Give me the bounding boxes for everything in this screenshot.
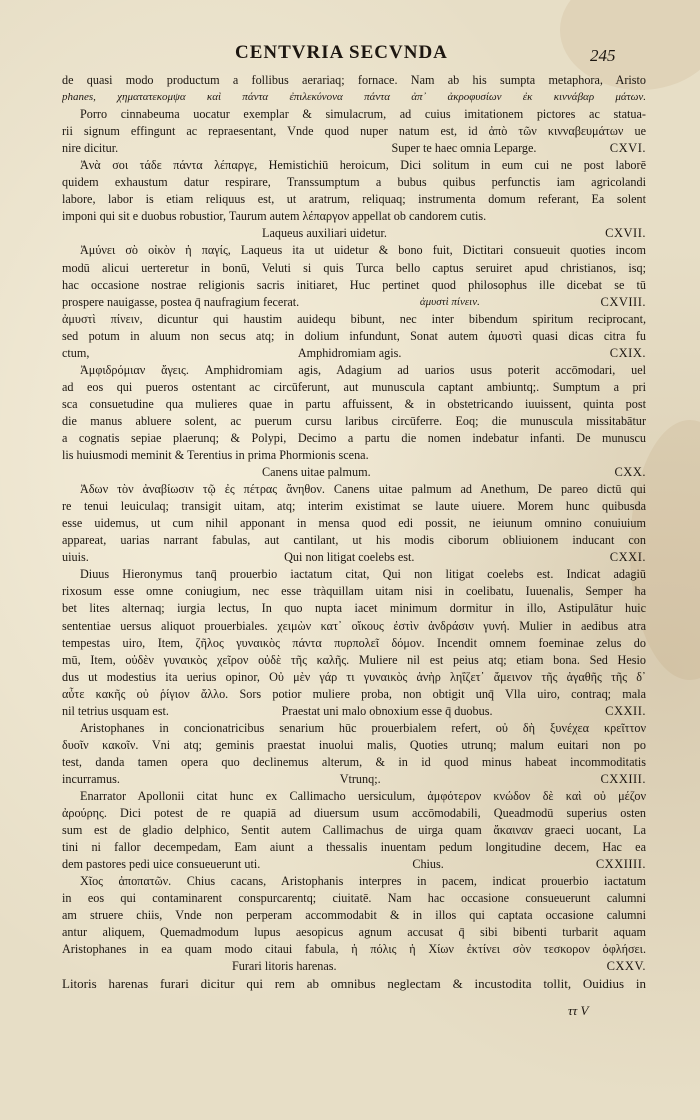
lemma-line xyxy=(62,294,646,311)
text-line: re tenui leuiculaq; transigit uitam, atq; interim existimat se laute uiuere. Morem hunc quibusda xyxy=(62,499,646,514)
lemma-title: Laqueus auxiliari uidetur. xyxy=(262,226,387,241)
text-line: in eos qui contaminarent conspurcarentq; ciuitatē. Nam hac occasione consueuerunt calumni xyxy=(62,891,646,906)
text-line: Diuus Hieronymus tanq̄ prouerbio iactatum citat, Qui non litigat coelebs est. Indicat adagiū xyxy=(80,567,646,582)
adage-number: CXVIII. xyxy=(600,294,646,309)
lemma-title: Chius. xyxy=(412,857,444,872)
text-line: rixosum esse omne coniugium, nec esse tràquillam uitam nisi in coelibatu, Iuuenalis, Semper ha xyxy=(62,584,646,599)
text-line: a cognatis sepiae plaerunq; & Polypi, Decimo a partu die nomen indebatur infanti. De munuscu xyxy=(62,430,646,445)
text-line: Χῖος ἀποπατῶν. Chius cacans, Aristophanis interpres in pacem, indicat prouerbio iactatum xyxy=(80,874,646,889)
text-line: tini ni fallor decempedam, Eam aiunt a thessalis inuentam pedum longitudine decem, Hac ea xyxy=(62,840,646,855)
folio-number: 245 xyxy=(590,46,616,65)
lemma-line xyxy=(62,140,646,157)
text-line: die manus abluere solent, ac puerum cursu laribus circūferre. Eoq; die munuscula missitabātur xyxy=(62,413,646,428)
text-line: Ἀμφιδρόμιαν ἄγεις. Amphidromiam agis, Adagium ad uarios usus poterit accōmodari, uel xyxy=(80,362,646,377)
text-line: Porro cinnabeuma uocatur exemplar & simulacrum, ad cuius imitationem pictores ac statua- xyxy=(80,107,646,122)
body-text xyxy=(62,72,646,993)
text-line: nire dicitur. xyxy=(62,141,119,156)
text-line: appareat, uarias narrant fabulas, aut cantilant, ut his modis ciborum obliuionem inducant con xyxy=(62,533,646,548)
text-line: ad eos qui pueros ostentant ac circūferunt, aut munuscula captant ambiuntq;. Sumptum a pri xyxy=(62,379,646,394)
text-line: Litoris harenas furari dicitur qui rem ab omnibus neglectam & incustodita tollit, Ouidius in xyxy=(62,976,646,992)
lemma-title: Amphidromiam agis. xyxy=(297,345,402,360)
text-line: Aristophanes in concionatricibus senarium hūc prouerbialem refert, οὐ δὴ ξυνέχεα κρεῖττον xyxy=(80,720,646,735)
text-line: rii signum effingunt ac repraesentant, Vnde quod nuper natum est, id ἀπὸ τῶν κινναβευμάτων ue xyxy=(62,124,646,139)
lemma-title: Qui non litigat coelebs est. xyxy=(284,550,415,565)
lemma-title: Vtrunq;. xyxy=(339,771,381,786)
text-line: labore, labor is etiam reliquus est, ut aratrum, reliquaq; instrumenta domum referant, Ea solent xyxy=(62,192,646,207)
text-line: Ἀδων τὸν ἀναβίωσιν τῷ ἐς πέτρας ἄνηθον. Canens uitae palmum ad Anethum, De pareo dictū qui xyxy=(80,482,646,497)
text-line: mū, Item, οὐδὲν γυναικὸς χεῖρον οὐδὲ τῆς καλῆς. Muliere nil est peius atq; etiam bona. Sed Hesio xyxy=(62,652,646,667)
running-title: CENTVRIA SECVNDA xyxy=(235,42,448,63)
text-line: Enarrator Apollonii citat hunc ex Callimacho uersiculum, ἀμφότερον κνώδον δὲ καὶ οὐ μέζον xyxy=(80,788,646,803)
lemma-title: Super te haec omnia Leparge. xyxy=(391,141,537,156)
adage-number: CXXIIII. xyxy=(595,857,646,872)
lemma-title: Canens uitae palmum. xyxy=(262,465,371,480)
text-line: incurramus. xyxy=(62,771,120,786)
text-line: test, danda tamen opera quo declinemus alterum, & in id quod minus habeat incommoditatis xyxy=(62,754,646,769)
lemma-line xyxy=(62,703,646,720)
lemma-line xyxy=(62,345,646,362)
text-line: Ἀμύνει σὸ οἰκὸν ἡ παγίς, Laqueus ita ut uidetur & bono fuit, Dictitari consueuit quoties incom xyxy=(80,243,646,258)
text-line: sententiae uersus aliquot prouerbiales. χειμὼν κατ᾽ οἴκους ἐστὶν ἀνδράσιν γυνή. Mulier in aedibus atra xyxy=(62,618,646,633)
text-line: tempestas uiro, Item, ζῆλος γυναικὸς πάντα πυρπολεῖ δόμον. Incendit omnem foeminae zelus do xyxy=(62,635,646,650)
lemma-line xyxy=(62,464,646,481)
text-line: Aristophanes in ea quam modo citaui fabula, ἡ πόλις ἡ Χίων ἐκτίνει σὸν τεσκορον ὀφλήσει. xyxy=(62,942,646,957)
text-line: phanes, χηματατεκομψα καὶ πάντα ἐπιλεκύνονα πάντα ἀπ᾽ ἀκροφυσίων ἐκ κιννάβαρ μάτων. xyxy=(62,91,646,104)
adage-number: CXVII. xyxy=(605,226,646,241)
adage-number: CXXI. xyxy=(609,550,646,565)
text-line: sum est de gladio delphico, Sentit autem Callimachus de uirga quam ἄκαιναν graeci uocant, La xyxy=(62,823,646,838)
text-line: ctum, xyxy=(62,345,90,360)
lemma-title: Furari litoris harenas. xyxy=(232,959,337,974)
text-line: dem pastores pedi uice consueuerunt uti. xyxy=(62,857,261,872)
lemma-line xyxy=(62,856,646,873)
text-line: hac occasione nostrae religionis sacris initiaret, Huc pertinet quod philosophus ille dicebat se tū xyxy=(62,277,646,292)
lemma-line xyxy=(62,958,646,975)
text-line: nil tetrius usquam est. xyxy=(62,703,169,718)
text-line: uiuis. xyxy=(62,550,89,565)
page-header xyxy=(0,40,700,70)
lemma-title: ἀμυστὶ πίνειν. xyxy=(419,295,480,308)
adage-number: CXXIII. xyxy=(600,771,646,786)
text-line: am struere chiis, Vnde non perperam accommodabit & in illos qui captata occasione calumni xyxy=(62,908,646,923)
adage-number: CXXV. xyxy=(606,959,646,974)
text-line: Ἀνὰ σοι τάδε πάντα λέπαργε, Hemistichiū heroicum, Dici solitum in eum cui ne post laborē xyxy=(80,158,646,173)
adage-number: CXX. xyxy=(614,465,646,480)
text-line: dus ut modestius ita uerius opinor, Οὐ μὲν γάρ τι γυναικὸς ἀνὴρ ληΐζετ᾽ ἄμεινον τῆς ἀγαθῆς τῆς δ᾽ xyxy=(62,669,646,684)
text-line: quidem exhaustum datur respirare, Transsumptum a bubus quibus perfunctis iam agricolandi xyxy=(62,175,646,190)
text-line: de quasi modo productum a follibus aerariaq; fornace. Nam ab his sumpta metaphora, Aristo xyxy=(62,73,646,87)
signature-mark: ττ V xyxy=(568,1003,589,1018)
text-line: lis huiusmodi meminit & Terentius in prima Phormionis scena. xyxy=(62,448,369,463)
text-line: antur aliquem, Quemadmodum lupus aesopicus agnum accusat q̄ sibi bibenti turbarit aquam xyxy=(62,925,646,940)
text-line: bet lites alternaq; iurgia lectus, In quo nupta iacet minimum dormitur in illo, Astipulātur huic xyxy=(62,601,646,616)
text-line: sed potum in aluum non secus atq; in dolium infundunt, Sonat autem ἀμυστὶ quasi dicas citra fu xyxy=(62,328,646,343)
text-line: αὖτε κακῆς οὐ ῥίγιον ἄλλο. Sors potior muliere proba, non obtigit unq̄ Vlla uiro, contraq; mala xyxy=(62,686,646,701)
lemma-line xyxy=(62,549,646,566)
text-line: δυοῖν κακοῖν. Vni atq; geminis praestat inuolui malis, Quoties utrunq; malum euitari non po xyxy=(62,737,646,752)
adage-number: CXIX. xyxy=(609,345,646,360)
text-line: ἀρούρης. Dici potest de re quapiā ad diuersum usum accōmodabili, Queadmodū superius osten xyxy=(62,806,646,821)
lemma-title: Praestat uni malo obnoxium esse q̄ duobus. xyxy=(281,703,493,718)
lemma-line xyxy=(62,771,646,788)
lemma-line xyxy=(62,225,646,242)
text-line: sca consuetudine qua mulieres quae in partu affuissent, & in obstetricando iuuissent, quinta post xyxy=(62,396,646,411)
adage-number: CXXII. xyxy=(605,703,646,718)
text-line: prospere nauigasse, postea q̄ naufragium fecerat. xyxy=(62,294,300,309)
text-line: esse uidemus, ut cum nihil apponant in mensa quod edi possit, ne ieiunum omnino conuiuium xyxy=(62,516,646,531)
text-line: ἀμυστὶ πίνειν, dicuntur qui haustim auidequ bibunt, nec inter bibendum spiritum reciprocant, xyxy=(62,311,646,326)
text-line: imponi qui sit e duobus robustior, Taurum autem λέπαργον appellat ob candorem cutis. xyxy=(62,209,487,224)
text-line: modū alicui uerteretur in bonū, Veluti si quis Turca bello captus seruiret apud christianos, isq; xyxy=(62,260,646,275)
adage-number: CXVI. xyxy=(609,141,646,156)
